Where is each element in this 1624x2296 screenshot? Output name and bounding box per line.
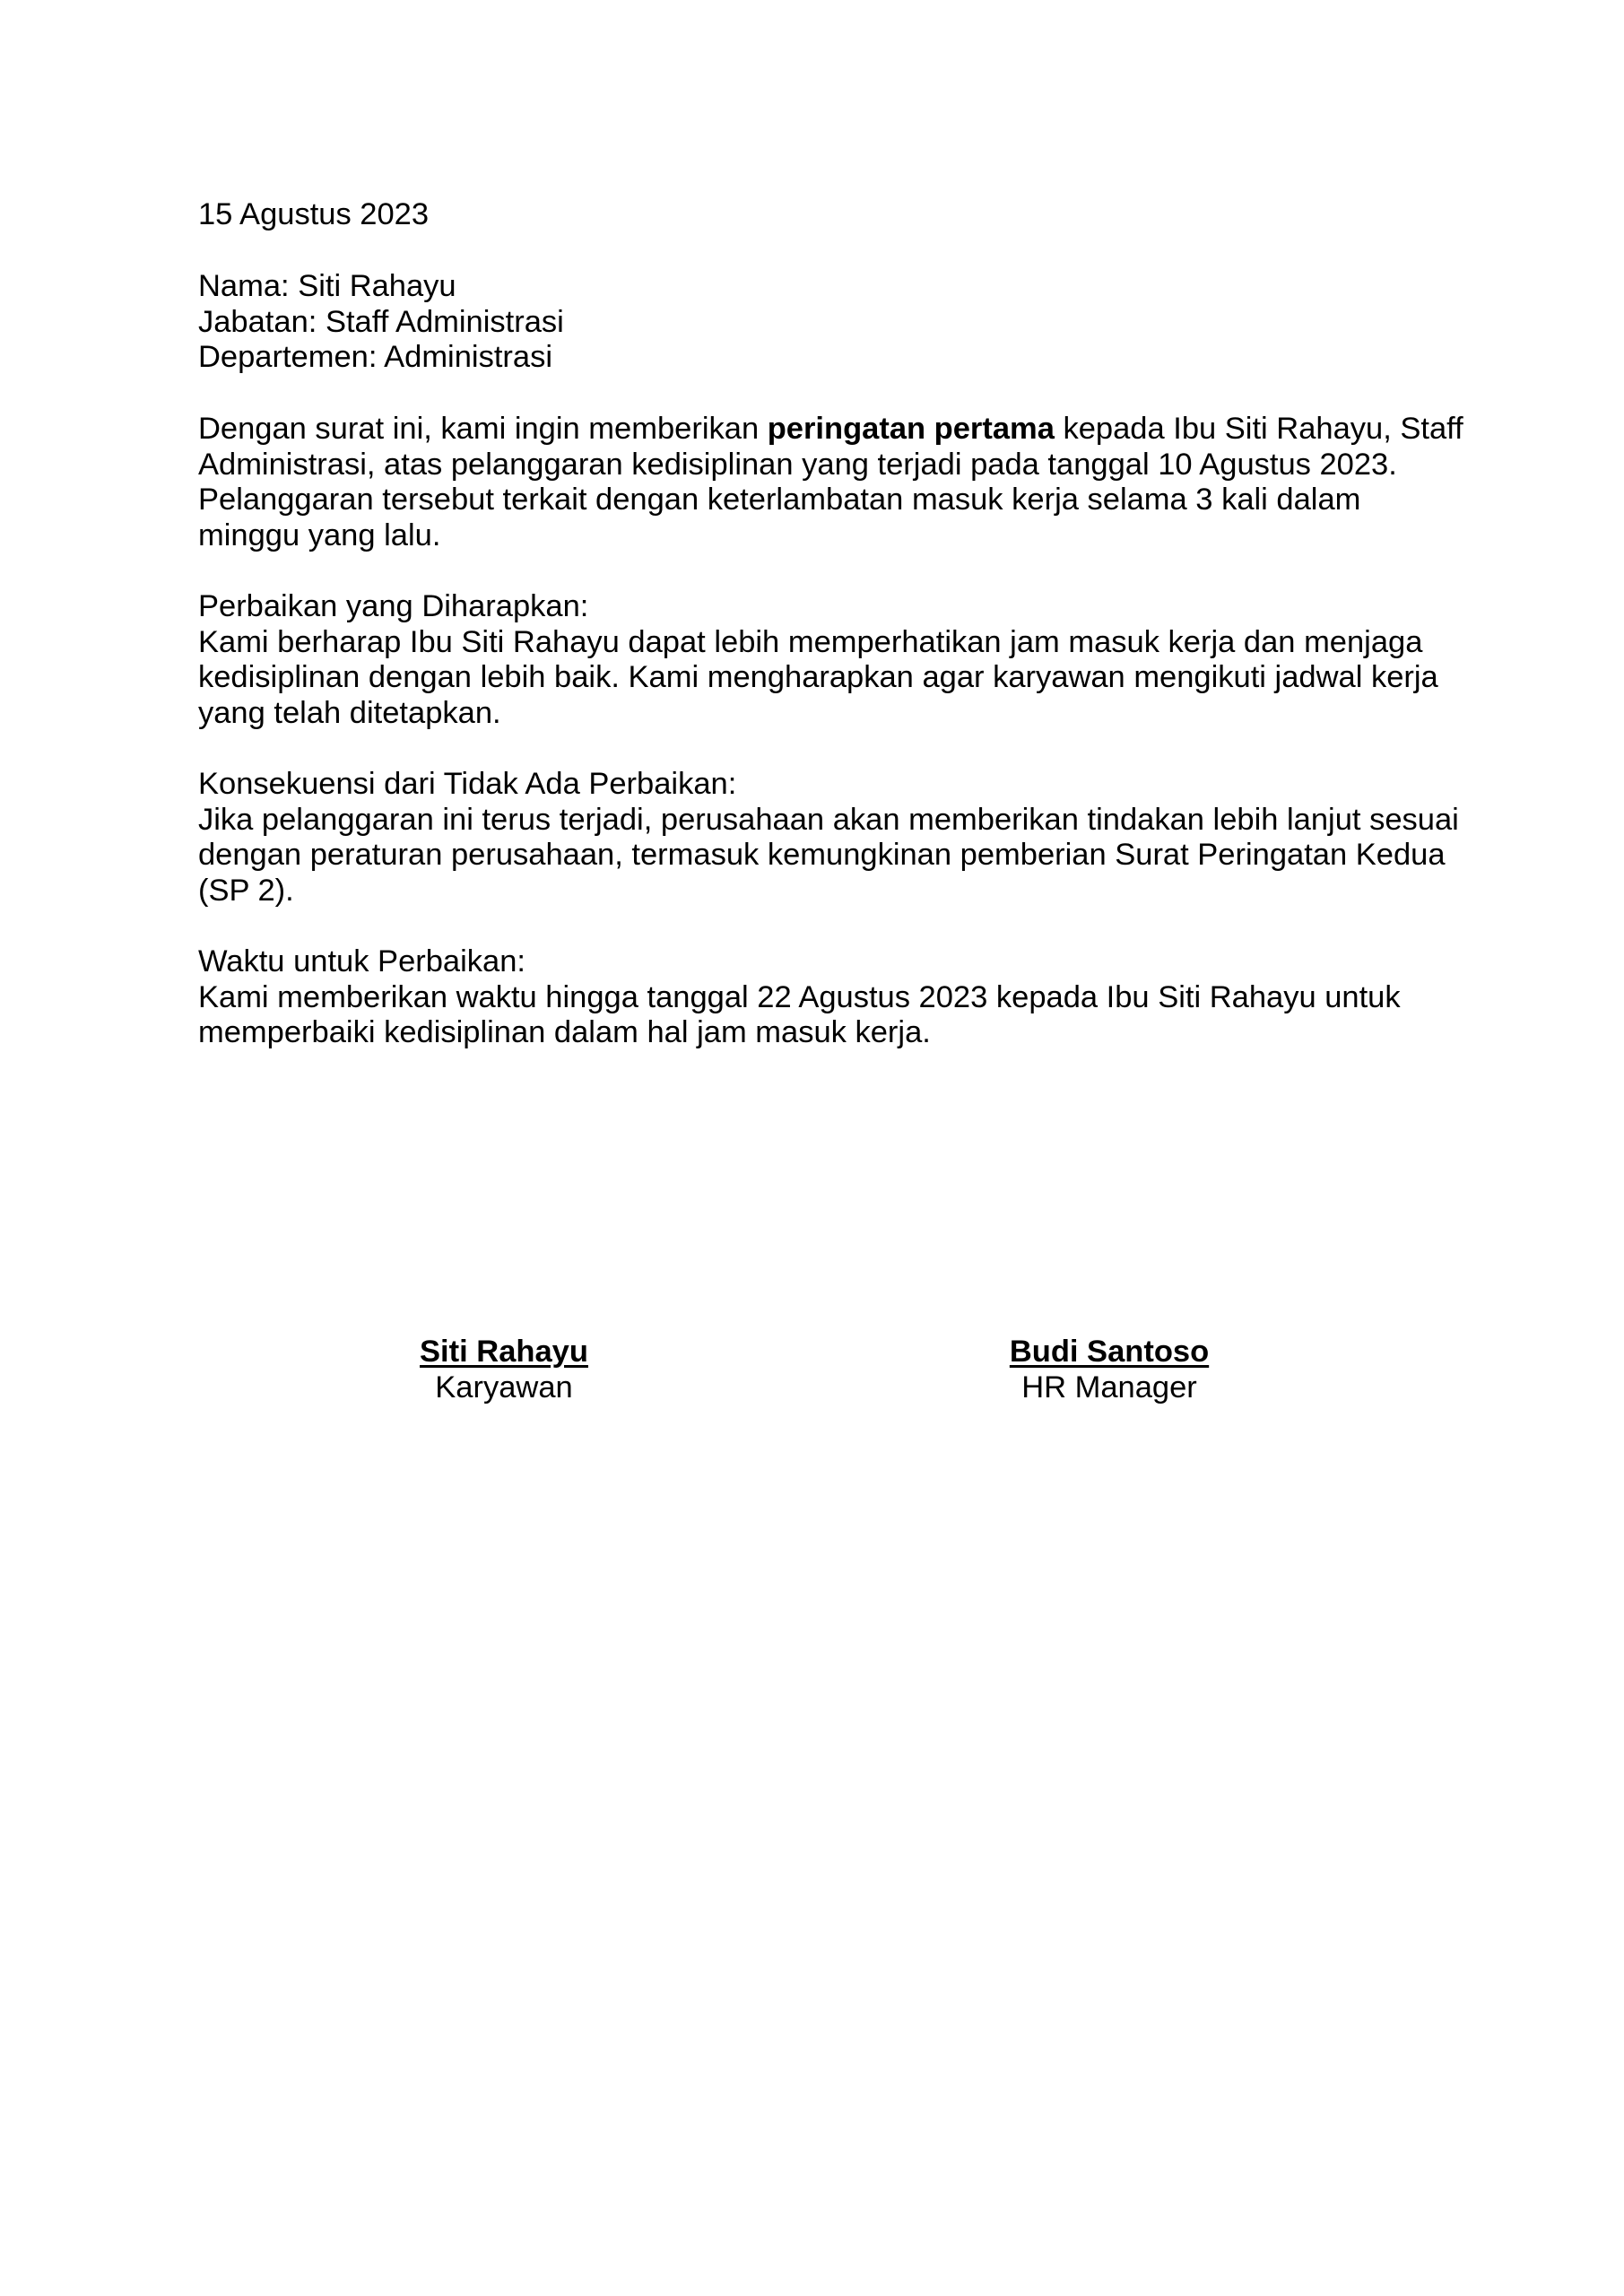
konsekuensi-line-2: dengan peraturan perusahaan, termasuk kemungkinan pemberian Surat Peringatan Kedua <box>198 838 1446 872</box>
waktu-heading: Waktu untuk Perbaikan: <box>198 944 525 978</box>
waktu-line-1: Kami memberikan waktu hingga tanggal 22 Agustus 2023 kepada Ibu Siti Rahayu untuk <box>198 979 1401 1014</box>
konsekuensi-heading: Konsekuensi dari Tidak Ada Perbaikan: <box>198 767 737 801</box>
intro-line-2: Administrasi, atas pelanggaran kedisiplinan yang terjadi pada tanggal 10 Agustus 2023. <box>198 447 1397 482</box>
konsekuensi-line-3: (SP 2). <box>198 873 294 908</box>
intro-line-3: Pelanggaran tersebut terkait dengan keterlambatan masuk kerja selama 3 kali dalam <box>198 483 1361 517</box>
perbaikan-line-2: kedisiplinan dengan lebih baik. Kami mengharapkan agar karyawan mengikuti jadwal kerja <box>198 660 1438 694</box>
letter-date: 15 Agustus 2023 <box>198 197 430 231</box>
konsekuensi-line-1: Jika pelanggaran ini terus terjadi, perusahaan akan memberikan tindakan lebih lanjut sesuai <box>198 802 1459 837</box>
intro-line-1-pre: Dengan surat ini, kami ingin memberikan <box>198 412 768 446</box>
employee-name-line: Nama: Siti Rahayu <box>198 269 456 303</box>
signature-manager <box>1006 1335 1212 1405</box>
intro-emphasis: peringatan pertama <box>767 412 1055 446</box>
signature-employee-role: Karyawan <box>435 1370 573 1405</box>
intro-line-1-post: kepada Ibu Siti Rahayu, Staff <box>1054 412 1463 446</box>
signature-employee <box>414 1335 594 1405</box>
perbaikan-line-3: yang telah ditetapkan. <box>198 695 501 730</box>
signature-employee-name: Siti Rahayu <box>420 1335 588 1369</box>
perbaikan-line-1: Kami berharap Ibu Siti Rahayu dapat lebih memperhatikan jam masuk kerja dan menjaga <box>198 624 1423 659</box>
intro-line-1 <box>198 412 1463 448</box>
signature-manager-role: HR Manager <box>1021 1370 1197 1405</box>
waktu-line-2: memperbaiki kedisiplinan dalam hal jam masuk kerja. <box>198 1015 931 1049</box>
signature-manager-name: Budi Santoso <box>1009 1335 1210 1369</box>
employee-department-line: Departemen: Administrasi <box>198 340 552 374</box>
employee-position-line: Jabatan: Staff Administrasi <box>198 304 564 339</box>
perbaikan-heading: Perbaikan yang Diharapkan: <box>198 589 589 623</box>
intro-line-4: minggu yang lalu. <box>198 517 441 552</box>
